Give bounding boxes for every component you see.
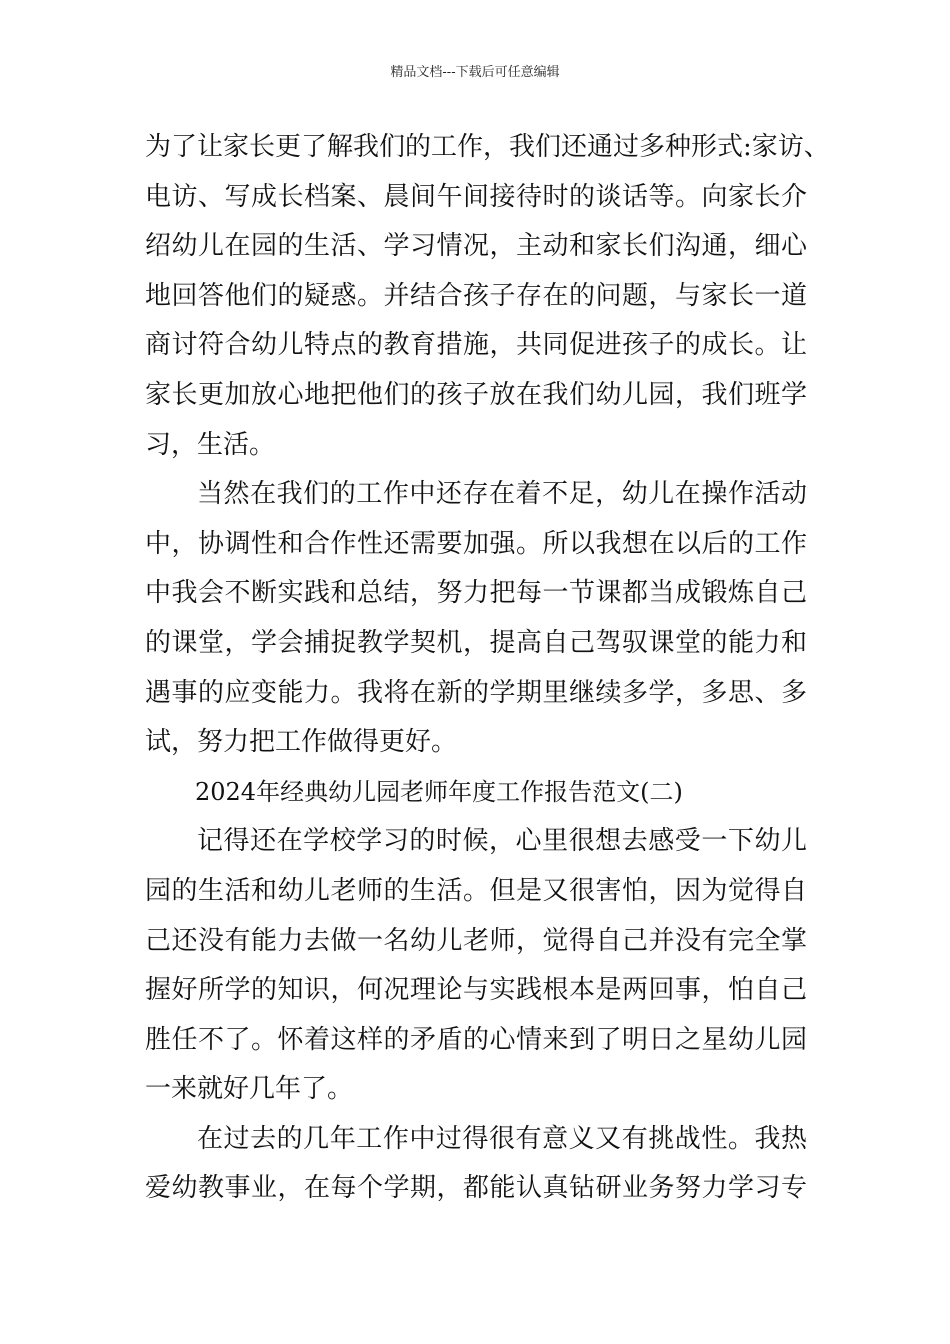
paragraph-parent-communication (145, 123, 830, 470)
text-line: 电访、写成长档案、晨间午间接待时的谈话等。向家长介 (145, 181, 807, 212)
text-line: 园的生活和幼儿老师的生活。但是又很害怕，因为觉得自 (145, 875, 807, 906)
document-body (145, 123, 830, 1214)
text-line: 己还没有能力去做一名幼儿老师，觉得自己并没有完全掌 (145, 925, 807, 956)
section-heading: 2024年经典幼儿园老师年度工作报告范文(二) (195, 777, 683, 806)
text-line: 商讨符合幼儿特点的教育措施，共同促进孩子的成长。让 (145, 330, 807, 361)
text-line: 试，努力把工作做得更好。 (145, 727, 458, 758)
text-line: 绍幼儿在园的生活、学习情况，主动和家长们沟通，细心 (145, 231, 807, 262)
text-line: 习，生活。 (145, 429, 276, 460)
text-line: 胜任不了。怀着这样的矛盾的心情来到了明日之星幼儿园 (145, 1024, 807, 1055)
text-line: 中我会不断实践和总结，努力把每一节课都当成锻炼自己 (145, 578, 807, 609)
text-line: 中，协调性和合作性还需要加强。所以我想在以后的工作 (145, 528, 807, 559)
text-line: 遇事的应变能力。我将在新的学期里继续多学，多思、多 (145, 677, 807, 708)
text-line: 地回答他们的疑惑。并结合孩子存在的问题，与家长一道 (145, 280, 807, 311)
text-line: 在过去的几年工作中过得很有意义又有挑战性。我热 (197, 1123, 807, 1154)
text-line: 的课堂，学会捕捉教学契机，提高自己驾驭课堂的能力和 (145, 627, 807, 658)
text-line: 一来就好几年了。 (145, 1074, 354, 1105)
text-line: 当然在我们的工作中还存在着不足，幼儿在操作活动 (197, 479, 807, 510)
text-line: 记得还在学校学习的时候，心里很想去感受一下幼儿 (197, 826, 807, 857)
text-line: 爱幼教事业，在每个学期，都能认真钻研业务努力学习专 (145, 1173, 807, 1204)
text-line: 家长更加放心地把他们的孩子放在我们幼儿园，我们班学 (145, 379, 807, 410)
text-line: 为了让家长更了解我们的工作，我们还通过多种形式:家访、 (145, 132, 830, 162)
paragraph-past-years (145, 1115, 807, 1214)
paragraph-shortcomings (145, 470, 807, 768)
text-line: 握好所学的知识，何况理论与实践根本是两回事，怕自己 (145, 975, 807, 1006)
paragraph-school-memories (145, 817, 807, 1115)
page-header: 精品文档---下载后可任意编辑 (390, 65, 560, 80)
